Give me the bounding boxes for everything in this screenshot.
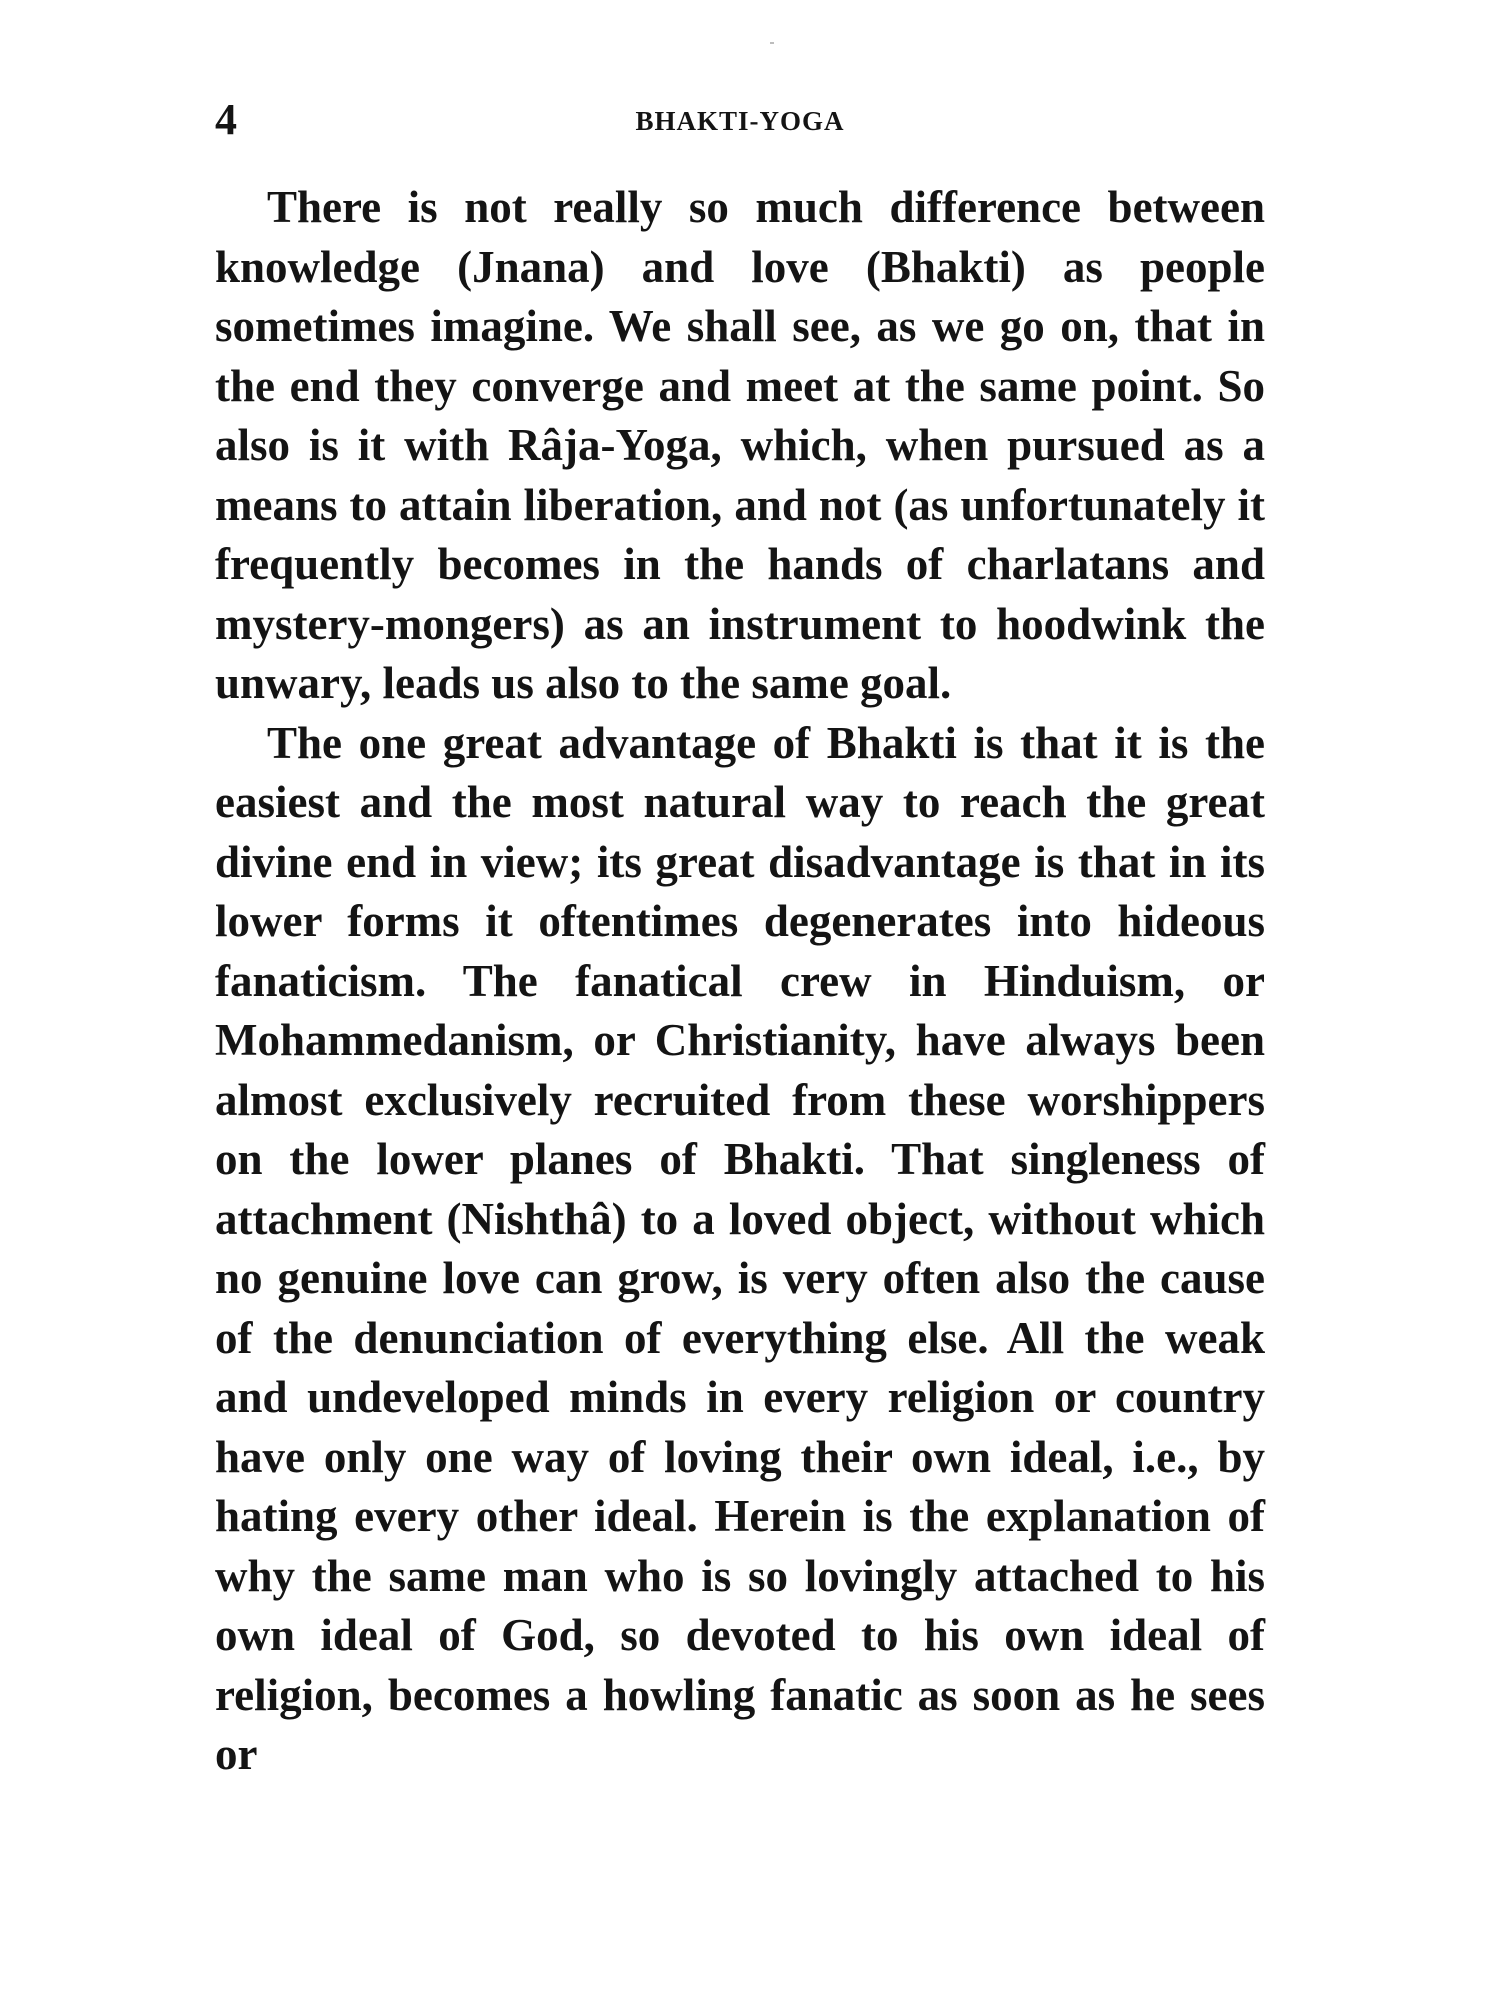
paragraph-1-text: There is not really so much difference between knowledge (Jnana) and love (Bhakti) as people sometimes imagine. We shall see, as we go on, that in the end they converge and meet at the same point. So also is it with Râja-Yoga, which, when pursued as a means to attain liberation, and not (as unfortunately it frequently becomes in the hands of charlatans and mystery-mongers) as an instrument to hoodwink the unwary, leads us also to the same goal. <box>215 182 1265 708</box>
running-title: BHAKTI-YOGA <box>635 106 845 136</box>
paragraph-1 <box>215 178 1265 714</box>
paragraph-2 <box>215 714 1265 1785</box>
running-head <box>215 95 1265 155</box>
scan-speck <box>770 42 774 44</box>
paragraph-2-text: The one great advantage of Bhakti is that it is the easiest and the most natural way to reach the great divine end in view; its great disadvantage is that in its lower forms it oftentimes degenerates into hideous fanaticism. The fanatical crew in Hinduism, or Mohammedanism, or Christianity, have always been almost exclusively recruited from these worshippers on the lower planes of Bhakti. That singleness of attachment (Nishthâ) to a loved object, without which no genuine love can grow, is very often also the cause of the denunciation of everything else. All the weak and undeveloped minds in every religion or country have only one way of loving their own ideal, i.e., by hating every other ideal. Herein is the explanation of why the same man who is so lovingly attached to his own ideal of God, so devoted to his own ideal of religion, becomes a howling fanatic as soon as he sees or <box>215 717 1265 1779</box>
body-text <box>215 178 1265 1785</box>
page-number: 4 <box>215 95 237 144</box>
